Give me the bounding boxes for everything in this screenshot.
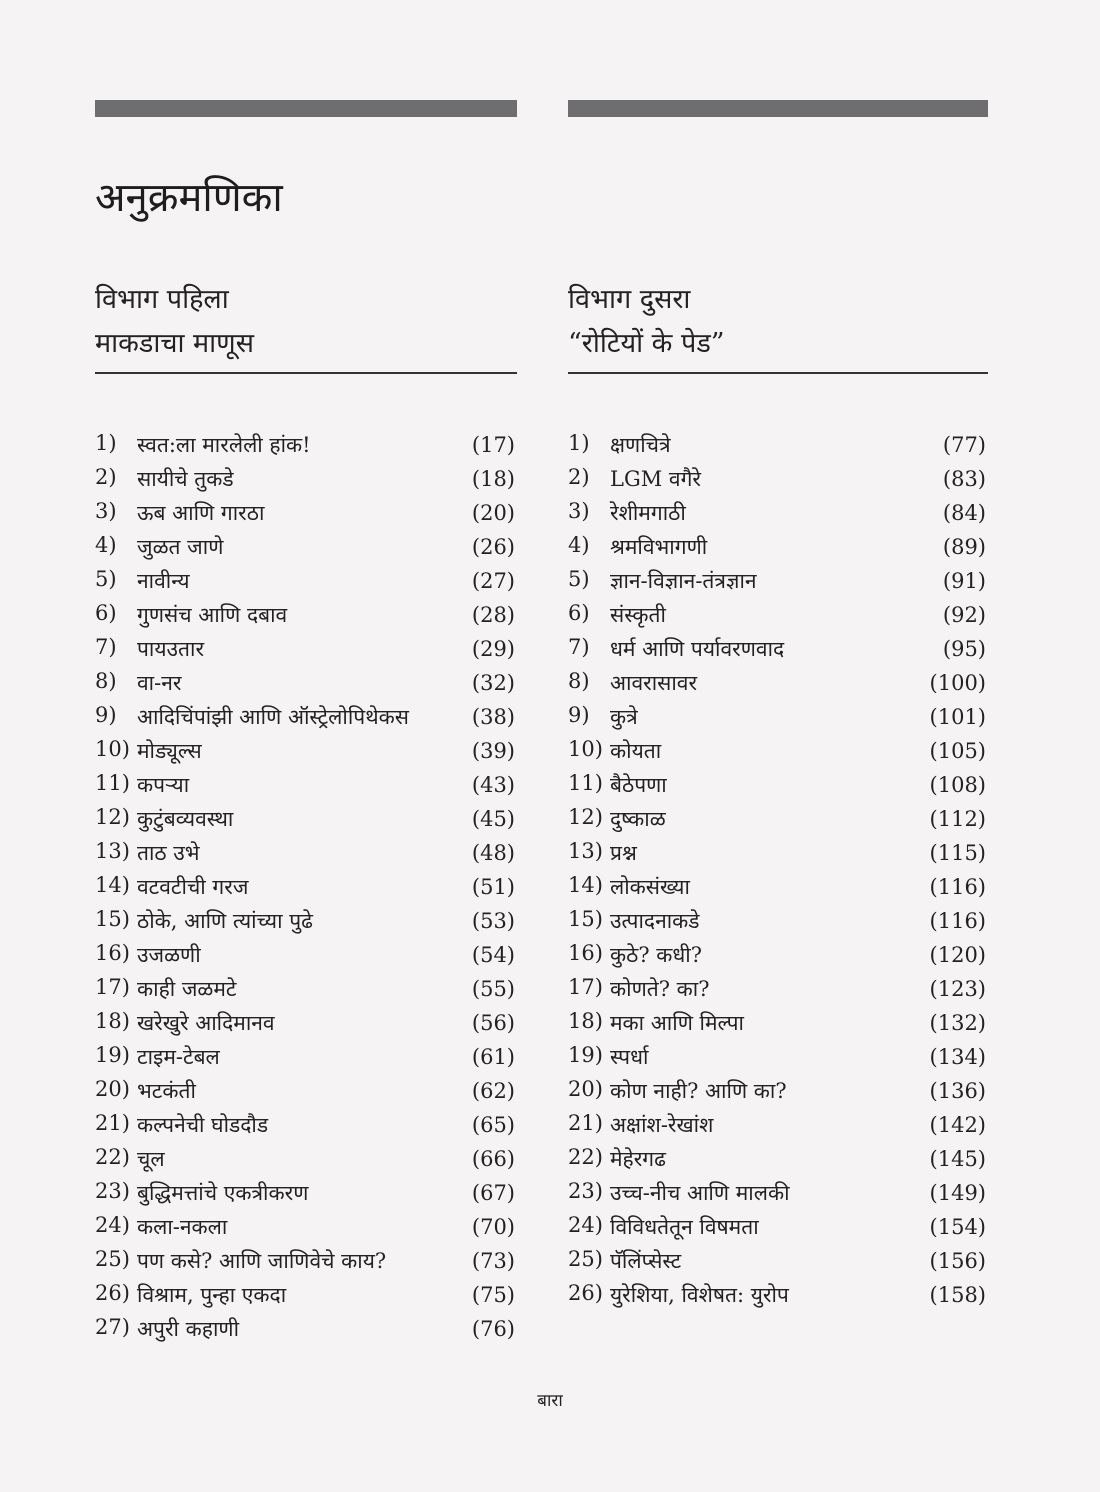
toc-entry-title: भटकंती — [137, 1079, 196, 1103]
toc-entry — [568, 1244, 988, 1278]
toc-entry-number: 20) — [568, 1077, 603, 1101]
toc-entry-title-group — [95, 669, 181, 697]
toc-entry-number: 1) — [568, 431, 590, 455]
toc-entry — [568, 1210, 988, 1244]
toc-entry-page: (67) — [471, 1181, 515, 1205]
toc-entry-page: (95) — [942, 637, 986, 661]
toc-entry-title-group — [95, 805, 233, 833]
toc-entry-title-group — [95, 499, 264, 527]
toc-entry — [95, 530, 517, 564]
toc-entry-title: बुद्धिमत्तांचे एकत्रीकरण — [137, 1181, 309, 1205]
toc-entry — [95, 462, 517, 496]
toc-entry-title-group — [95, 567, 190, 595]
toc-entry-title-group — [568, 941, 702, 969]
toc-entry-title: मका आणि मिल्पा — [610, 1011, 744, 1035]
toc-entry-title: संस्कृती — [610, 603, 666, 627]
toc-entry — [568, 1142, 988, 1176]
toc-list — [568, 428, 988, 1312]
toc-entry-number: 23) — [568, 1179, 603, 1203]
toc-entry-page: (65) — [471, 1113, 515, 1137]
toc-entry-title: उच्च-नीच आणि मालकी — [610, 1181, 790, 1205]
toc-entry-title-group — [95, 907, 313, 935]
toc-entry-title-group — [568, 771, 667, 799]
toc-entry-number: 22) — [95, 1145, 130, 1169]
toc-entry-title: युरेशिया, विशेषत: युरोप — [610, 1283, 789, 1307]
toc-entry — [568, 938, 988, 972]
toc-entry — [95, 768, 517, 802]
toc-entry-title: कुत्रे — [610, 705, 638, 729]
toc-entry-title-group — [95, 1009, 275, 1037]
toc-entry-page: (154) — [929, 1215, 986, 1239]
toc-entry — [95, 1108, 517, 1142]
toc-entry-title-group — [95, 1281, 286, 1309]
toc-entry-number: 11) — [95, 771, 130, 795]
toc-entry-page: (18) — [471, 467, 515, 491]
toc-entry-page: (83) — [942, 467, 986, 491]
toc-entry-title-group — [568, 533, 707, 561]
toc-entry-title: क्षणचित्रे — [610, 433, 671, 457]
toc-entry-number: 17) — [95, 975, 130, 999]
decorative-bar-left — [95, 100, 517, 117]
toc-entry-title: अपुरी कहाणी — [137, 1317, 240, 1341]
toc-entry-number: 3) — [95, 499, 117, 523]
toc-entry-number: 10) — [95, 737, 130, 761]
toc-entry-number: 9) — [95, 703, 117, 727]
toc-entry-title: ताठ उभे — [137, 841, 200, 865]
toc-entry-page: (112) — [929, 807, 986, 831]
toc-entry-page: (43) — [471, 773, 515, 797]
toc-entry — [95, 1244, 517, 1278]
toc-entry — [95, 904, 517, 938]
toc-entry-number: 27) — [95, 1315, 130, 1339]
toc-entry-title: सायीचे तुकडे — [137, 467, 234, 491]
toc-entry-page: (28) — [471, 603, 515, 627]
toc-entry-title: जुळत जाणे — [137, 535, 224, 559]
toc-entry-title-group — [95, 703, 409, 731]
toc-entry-title: वटवटीची गरज — [137, 875, 249, 899]
toc-entry-title: विश्राम, पुन्हा एकदा — [137, 1283, 287, 1307]
toc-entry-number: 7) — [568, 635, 590, 659]
toc-entry-page: (54) — [471, 943, 515, 967]
toc-entry-title: चूल — [137, 1147, 165, 1171]
toc-entry-number: 4) — [95, 533, 117, 557]
toc-entry — [95, 598, 517, 632]
toc-entry — [95, 428, 517, 462]
toc-entry-page: (66) — [471, 1147, 515, 1171]
toc-entry-title: कल्पनेची घोडदौड — [137, 1113, 269, 1137]
toc-entry-page: (149) — [929, 1181, 986, 1205]
toc-entry-title: पायउतार — [137, 637, 205, 661]
toc-entry-title-group — [568, 1145, 666, 1173]
toc-entry-title-group — [568, 1213, 759, 1241]
toc-entry-page: (115) — [929, 841, 986, 865]
toc-entry — [95, 938, 517, 972]
toc-entry-title: उत्पादनाकडे — [610, 909, 700, 933]
toc-entry — [95, 972, 517, 1006]
toc-entry-title-group — [95, 1111, 268, 1139]
toc-entry-title: ज्ञान-विज्ञान-तंत्रज्ञान — [610, 569, 757, 593]
toc-entry-title-group — [568, 1111, 713, 1139]
toc-entry-page: (56) — [471, 1011, 515, 1035]
toc-entry — [95, 632, 517, 666]
toc-entry-title-group — [568, 737, 661, 765]
toc-entry-number: 25) — [568, 1247, 603, 1271]
toc-entry — [568, 870, 988, 904]
toc-entry-title: नावीन्य — [137, 569, 190, 593]
toc-entry-number: 15) — [95, 907, 130, 931]
toc-entry-number: 10) — [568, 737, 603, 761]
toc-entry-number: 4) — [568, 533, 590, 557]
toc-entry — [568, 496, 988, 530]
toc-entry-title-group — [95, 873, 248, 901]
toc-entry-page: (116) — [929, 875, 986, 899]
toc-entry — [95, 870, 517, 904]
toc-entry-title: पॅलिंप्सेस्ट — [610, 1249, 682, 1273]
toc-entry-number: 26) — [568, 1281, 603, 1305]
toc-entry-page: (100) — [929, 671, 986, 695]
toc-entry — [95, 1074, 517, 1108]
toc-entry — [568, 1040, 988, 1074]
toc-entry-number: 17) — [568, 975, 603, 999]
toc-entry-page: (38) — [471, 705, 515, 729]
toc-entry — [95, 666, 517, 700]
toc-entry-title-group — [568, 805, 666, 833]
section-column-left — [95, 278, 517, 1346]
toc-entry — [568, 700, 988, 734]
toc-entry-page: (61) — [471, 1045, 515, 1069]
toc-entry — [95, 1040, 517, 1074]
toc-entry-page: (136) — [929, 1079, 986, 1103]
toc-entry-title: श्रमविभागणी — [610, 535, 708, 559]
toc-entry-page: (73) — [471, 1249, 515, 1273]
toc-entry — [95, 496, 517, 530]
toc-entry-number: 22) — [568, 1145, 603, 1169]
toc-entry-number: 25) — [95, 1247, 130, 1271]
toc-entry-title-group — [95, 941, 201, 969]
toc-entry-title-group — [95, 1043, 220, 1071]
toc-entry-page: (75) — [471, 1283, 515, 1307]
toc-entry — [95, 1176, 517, 1210]
toc-entry-title-group — [95, 1315, 239, 1343]
toc-entry — [568, 462, 988, 496]
toc-entry-title-group — [568, 873, 690, 901]
toc-entry — [568, 904, 988, 938]
toc-entry — [95, 1312, 517, 1346]
toc-entry-title: रेशीमगाठी — [610, 501, 686, 525]
toc-entry-page: (76) — [471, 1317, 515, 1341]
toc-entry-title: लोकसंख्या — [610, 875, 690, 899]
toc-entry-page: (20) — [471, 501, 515, 525]
section-label: विभाग दुसरा — [568, 284, 691, 315]
toc-entry-title-group — [568, 975, 709, 1003]
toc-entry — [568, 564, 988, 598]
toc-entry-title-group — [95, 1213, 227, 1241]
toc-entry — [95, 836, 517, 870]
toc-entry-number: 20) — [95, 1077, 130, 1101]
toc-entry-page: (77) — [942, 433, 986, 457]
toc-entry-page: (51) — [471, 875, 515, 899]
toc-entry-number: 8) — [95, 669, 117, 693]
toc-entry — [568, 1176, 988, 1210]
toc-entry — [95, 1006, 517, 1040]
section-divider — [95, 372, 517, 374]
toc-entry-title-group — [95, 601, 287, 629]
toc-entry — [95, 1278, 517, 1312]
page-title: अनुक्रमणिका — [95, 175, 283, 221]
toc-entry-number: 13) — [568, 839, 603, 863]
toc-entry-title-group — [568, 1009, 744, 1037]
toc-entry-page: (32) — [471, 671, 515, 695]
toc-entry-number: 21) — [568, 1111, 603, 1135]
toc-entry-page: (17) — [471, 433, 515, 457]
toc-entry-number: 12) — [95, 805, 130, 829]
toc-entry-page: (70) — [471, 1215, 515, 1239]
toc-entry-title: कला-नकला — [137, 1215, 228, 1239]
toc-entry-page: (92) — [942, 603, 986, 627]
toc-entry-number: 18) — [568, 1009, 603, 1033]
toc-entry-title-group — [95, 1077, 196, 1105]
toc-entry-title: मोड्यूल्स — [137, 739, 202, 763]
toc-entry-title-group — [95, 1179, 308, 1207]
toc-entry-title-group — [95, 635, 204, 663]
toc-entry-number: 13) — [95, 839, 130, 863]
toc-entry — [568, 768, 988, 802]
toc-entry-title-group — [95, 737, 202, 765]
toc-entry-title-group — [568, 839, 637, 867]
toc-entry — [568, 1108, 988, 1142]
toc-entry-title: उजळणी — [137, 943, 201, 967]
toc-entry-title: स्पर्धा — [610, 1045, 649, 1069]
toc-entry-title-group — [568, 635, 784, 663]
toc-entry — [568, 836, 988, 870]
toc-entry — [568, 734, 988, 768]
toc-entry-page: (120) — [929, 943, 986, 967]
toc-entry-title: कुठे? कधी? — [610, 943, 703, 967]
toc-entry-title-group — [95, 533, 223, 561]
toc-entry-number: 19) — [95, 1043, 130, 1067]
toc-entry-number: 8) — [568, 669, 590, 693]
toc-entry — [95, 564, 517, 598]
toc-entry-title-group — [568, 907, 700, 935]
toc-entry-title-group — [568, 567, 757, 595]
toc-entry-title-group — [568, 499, 686, 527]
toc-entry-page: (39) — [471, 739, 515, 763]
toc-entry-number: 14) — [568, 873, 603, 897]
toc-entry — [95, 1210, 517, 1244]
toc-entry-title: खरेखुरे आदिमानव — [137, 1011, 275, 1035]
toc-entry — [568, 1006, 988, 1040]
toc-entry-title-group — [568, 1077, 787, 1105]
toc-entry-title: गुणसंच आणि दबाव — [137, 603, 288, 627]
toc-entry-page: (55) — [471, 977, 515, 1001]
toc-entry-page: (48) — [471, 841, 515, 865]
toc-entry — [568, 1074, 988, 1108]
section-divider — [568, 372, 988, 374]
toc-entry-number: 18) — [95, 1009, 130, 1033]
toc-entry — [568, 530, 988, 564]
toc-entry-title-group — [95, 1145, 165, 1173]
toc-entry-title: कोणते? का? — [610, 977, 710, 1001]
toc-entry-page: (132) — [929, 1011, 986, 1035]
toc-entry-title: कोण नाही? आणि का? — [610, 1079, 787, 1103]
toc-entry-number: 16) — [568, 941, 603, 965]
section-subtitle: “रोटियों के पेड” — [568, 328, 725, 359]
toc-entry-page: (108) — [929, 773, 986, 797]
toc-entry-title: कुटुंबव्यवस्था — [137, 807, 234, 831]
toc-entry-page: (45) — [471, 807, 515, 831]
toc-entry-number: 6) — [95, 601, 117, 625]
toc-entry — [568, 428, 988, 462]
toc-entry — [95, 734, 517, 768]
toc-entry-number: 15) — [568, 907, 603, 931]
toc-entry-title: धर्म आणि पर्यावरणवाद — [610, 637, 785, 661]
toc-entry — [95, 700, 517, 734]
toc-entry-page: (53) — [471, 909, 515, 933]
toc-entry-title-group — [568, 1247, 681, 1275]
toc-entry-title: पण कसे? आणि जाणिवेचे काय? — [137, 1249, 387, 1273]
toc-entry-number: 5) — [568, 567, 590, 591]
toc-entry-number: 14) — [95, 873, 130, 897]
toc-entry-page: (101) — [929, 705, 986, 729]
toc-entry-title-group — [95, 839, 200, 867]
toc-entry-title-group — [95, 465, 234, 493]
toc-entry-title-group — [568, 465, 701, 493]
toc-entry-page: (145) — [929, 1147, 986, 1171]
toc-entry-title-group — [568, 703, 638, 731]
toc-list — [95, 428, 517, 1346]
toc-entry-title-group — [568, 1281, 789, 1309]
toc-entry-page: (62) — [471, 1079, 515, 1103]
toc-entry-number: 16) — [95, 941, 130, 965]
toc-entry-number: 9) — [568, 703, 590, 727]
toc-entry-title: टाइम-टेबल — [137, 1045, 220, 1069]
toc-entry-page: (158) — [929, 1283, 986, 1307]
toc-entry-title-group — [95, 771, 189, 799]
toc-entry-title: स्वत:ला मारलेली हांक! — [137, 433, 311, 457]
toc-entry-title: बैठेपणा — [610, 773, 667, 797]
toc-entry-number: 24) — [568, 1213, 603, 1237]
decorative-bar-right — [568, 100, 988, 117]
toc-entry-title-group — [95, 431, 311, 459]
toc-entry — [568, 972, 988, 1006]
toc-entry-number: 2) — [568, 465, 590, 489]
toc-entry-title: प्रश्न — [610, 841, 637, 865]
toc-entry-number: 3) — [568, 499, 590, 523]
toc-entry-title: काही जळमटे — [137, 977, 237, 1001]
toc-entry-number: 26) — [95, 1281, 130, 1305]
toc-entry-title: कोयता — [610, 739, 662, 763]
toc-entry-page: (26) — [471, 535, 515, 559]
toc-entry-title-group — [95, 975, 237, 1003]
toc-entry-title: दुष्काळ — [610, 807, 666, 831]
toc-entry-page: (29) — [471, 637, 515, 661]
toc-entry-title-group — [568, 1179, 790, 1207]
toc-entry-title: अक्षांश-रेखांश — [610, 1113, 714, 1137]
toc-entry-page: (123) — [929, 977, 986, 1001]
toc-entry-page: (134) — [929, 1045, 986, 1069]
toc-entry-number: 6) — [568, 601, 590, 625]
toc-entry-title-group — [568, 669, 697, 697]
toc-entry-title-group — [568, 1043, 648, 1071]
toc-entry-title: LGM वगैरे — [610, 467, 701, 491]
toc-entry-number: 19) — [568, 1043, 603, 1067]
toc-entry — [95, 1142, 517, 1176]
toc-entry-title: आवरासावर — [610, 671, 698, 695]
page-number-footer: बारा — [537, 1391, 563, 1411]
toc-entry-title: वा-नर — [137, 671, 182, 695]
toc-entry-page: (91) — [942, 569, 986, 593]
toc-entry-page: (142) — [929, 1113, 986, 1137]
toc-entry — [568, 598, 988, 632]
toc-entry-page: (116) — [929, 909, 986, 933]
toc-entry-number: 12) — [568, 805, 603, 829]
toc-entry-title: आदिचिंपांझी आणि ऑस्ट्रेलोपिथेकस — [137, 705, 409, 729]
toc-entry — [95, 802, 517, 836]
toc-entry-page: (84) — [942, 501, 986, 525]
toc-entry-number: 2) — [95, 465, 117, 489]
toc-entry-title-group — [568, 601, 666, 629]
toc-entry-page: (89) — [942, 535, 986, 559]
toc-entry-title-group — [95, 1247, 386, 1275]
toc-entry-page: (156) — [929, 1249, 986, 1273]
toc-entry-number: 5) — [95, 567, 117, 591]
section-column-right — [568, 278, 988, 1312]
toc-entry — [568, 666, 988, 700]
toc-entry-title: ठोके, आणि त्यांच्या पुढे — [137, 909, 313, 933]
toc-entry-number: 1) — [95, 431, 117, 455]
toc-entry-title-group — [568, 431, 671, 459]
toc-entry-title: ऊब आणि गारठा — [137, 501, 265, 525]
toc-entry-title: कपऱ्या — [137, 773, 190, 797]
section-label: विभाग पहिला — [95, 284, 229, 315]
toc-entry-page: (105) — [929, 739, 986, 763]
toc-entry-number: 24) — [95, 1213, 130, 1237]
toc-entry — [568, 802, 988, 836]
toc-entry-number: 11) — [568, 771, 603, 795]
toc-entry-title: विविधतेतून विषमता — [610, 1215, 759, 1239]
toc-entry — [568, 632, 988, 666]
toc-entry-title: मेहेरगढ — [610, 1147, 666, 1171]
toc-entry-number: 23) — [95, 1179, 130, 1203]
section-subtitle: माकडाचा माणूस — [95, 328, 254, 359]
toc-entry-number: 7) — [95, 635, 117, 659]
toc-entry-page: (27) — [471, 569, 515, 593]
toc-entry-number: 21) — [95, 1111, 130, 1135]
toc-entry — [568, 1278, 988, 1312]
